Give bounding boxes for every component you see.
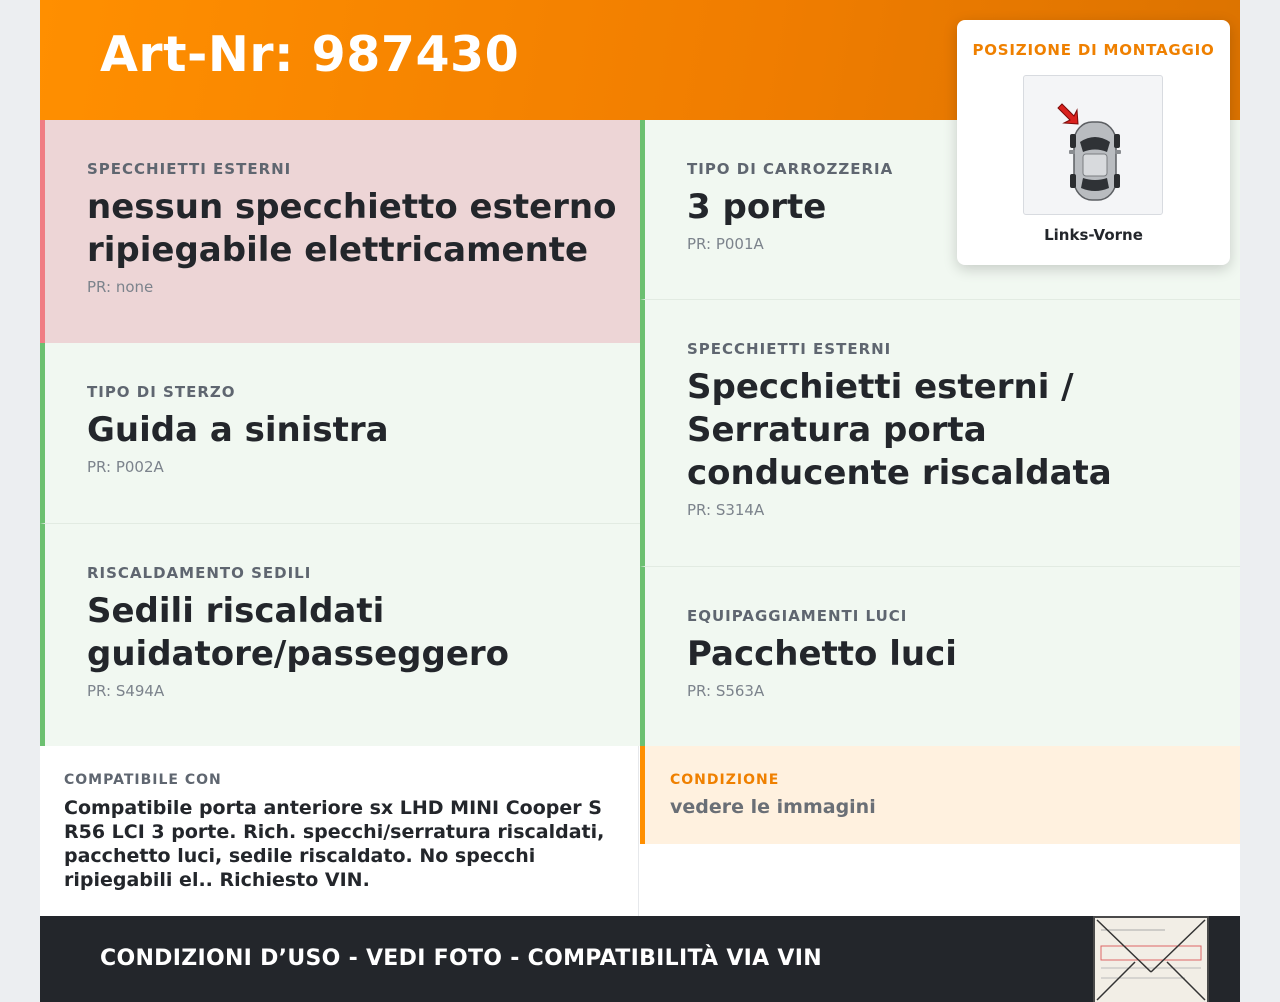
spec-card-lights xyxy=(640,567,1240,746)
compatibility-text: Compatibile porta anteriore sx LHD MINI Cooper S R56 LCI 3 porte. Rich. specchi/serratura riscaldati, pacchetto luci, sedile riscaldato. No specchi ripiegabili el.. Richiesto VIN. xyxy=(64,797,605,891)
car-top-view-icon xyxy=(1023,75,1163,215)
compatibility-section xyxy=(40,746,639,916)
compatibility-label: COMPATIBILE CON xyxy=(64,772,222,788)
spec-pr-code: PR: P002A xyxy=(87,458,164,476)
part-sheet xyxy=(40,0,1240,1002)
spec-pr-code: PR: P001A xyxy=(687,235,764,253)
spec-value: Specchietti esterni / Serratura porta conducente riscaldata xyxy=(687,367,1112,493)
spec-pr-code: PR: S314A xyxy=(687,501,765,519)
mounting-position-label: POSIZIONE DI MONTAGGIO xyxy=(972,41,1215,59)
spec-value: Pacchetto luci xyxy=(687,634,957,674)
condition-label: CONDIZIONE xyxy=(670,772,780,788)
spec-label: EQUIPAGGIAMENTI LUCI xyxy=(687,607,908,625)
spec-pr-code: PR: none xyxy=(87,278,154,296)
spec-card-steering xyxy=(40,343,640,524)
spec-card-mirrors-heated xyxy=(640,300,1240,567)
spec-card-seat-heating xyxy=(40,524,640,746)
mounting-position-card xyxy=(957,20,1230,265)
spec-label: TIPO DI CARROZZERIA xyxy=(687,160,894,178)
article-number: Art-Nr: 987430 xyxy=(100,26,520,83)
document-thumbnail-icon[interactable] xyxy=(1093,916,1209,1002)
spec-value: Sedili riscaldati guidatore/passeggero xyxy=(87,591,510,674)
spec-label: SPECCHIETTI ESTERNI xyxy=(87,160,292,178)
condition-text: vedere le immagini xyxy=(670,796,876,818)
spec-label: TIPO DI STERZO xyxy=(87,383,236,401)
spec-label: RISCALDAMENTO SEDILI xyxy=(87,564,312,582)
footer-bar xyxy=(40,916,1240,1002)
spec-pr-code: PR: S494A xyxy=(87,682,165,700)
spec-value: Guida a sinistra xyxy=(87,410,389,450)
spec-card-mirrors-negative xyxy=(40,120,640,343)
spec-pr-code: PR: S563A xyxy=(687,682,765,700)
footer-text: CONDIZIONI D’USO - VEDI FOTO - COMPATIBILITÀ VIA VIN xyxy=(100,946,822,971)
spec-label: SPECCHIETTI ESTERNI xyxy=(687,340,892,358)
spec-value: nessun specchietto esterno ripiegabile elettricamente xyxy=(87,187,617,270)
mounting-position-value: Links-Vorne xyxy=(1044,226,1143,244)
condition-section xyxy=(640,746,1240,844)
spec-value: 3 porte xyxy=(687,187,827,227)
